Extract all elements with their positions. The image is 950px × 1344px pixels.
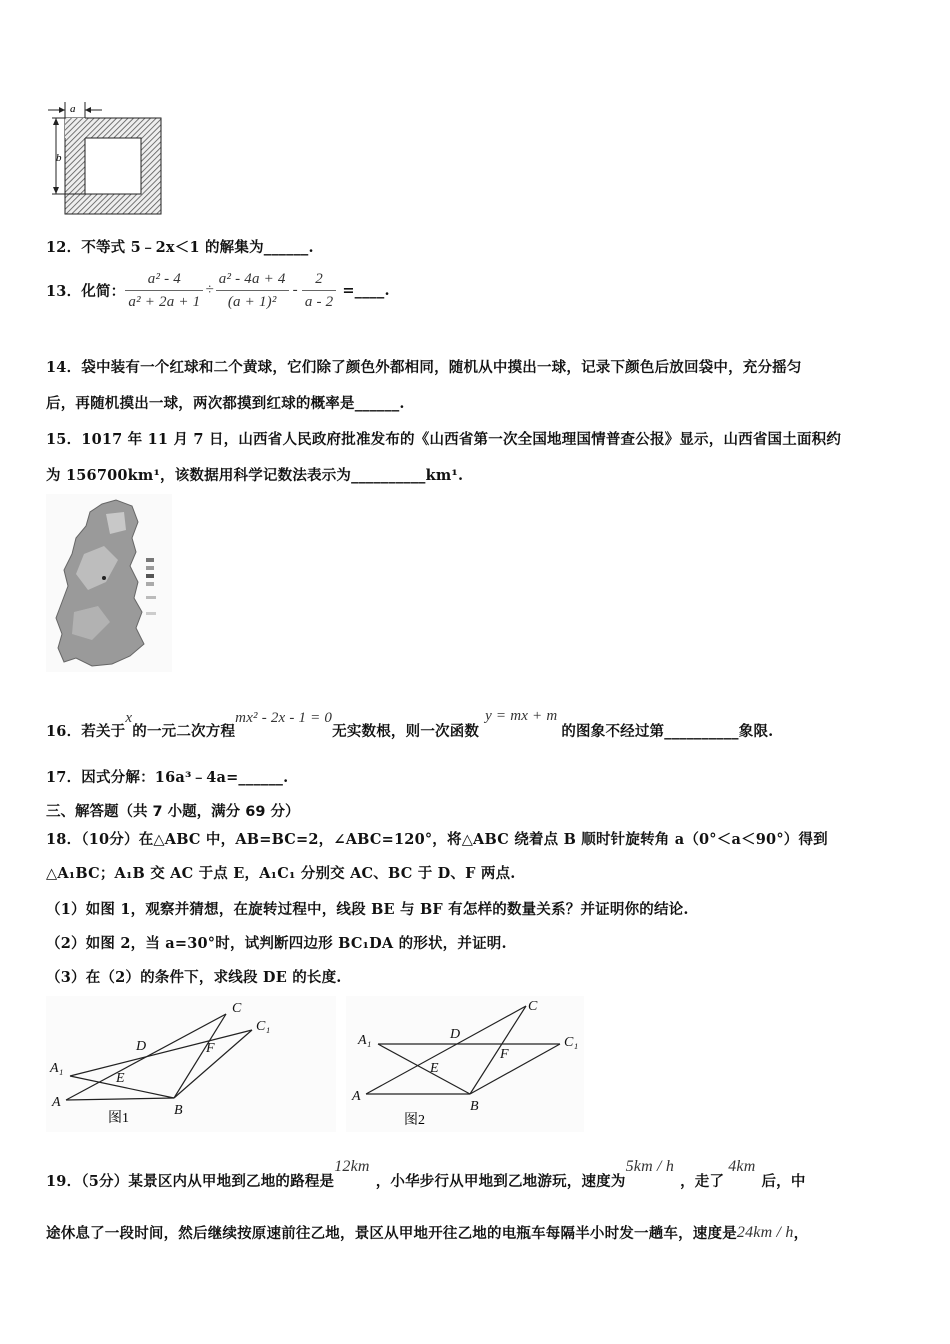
fig2-label-C: C: [528, 999, 538, 1014]
fraction-3: $\frac{2}{a - 2}$: [302, 268, 337, 313]
fig1-label-B: B: [174, 1103, 183, 1118]
question-18-line1: 18．（10分）在△ABC 中，AB=BC=2，∠ABC=120°，将△ABC 绕着点 B 顺时针旋转角 a（0°＜a＜90°）得到: [46, 831, 828, 848]
walked-distance: 4km: [728, 1158, 756, 1175]
fig2-label-A1: A₁: [358, 1033, 372, 1048]
label-a: a: [70, 103, 76, 115]
fig2-label-D: D: [450, 1027, 461, 1042]
fig1-label-A: A: [52, 1095, 61, 1110]
fig1-label-C: C: [232, 1001, 242, 1016]
fig1-label-A1: A₁: [50, 1061, 64, 1076]
section-3-title: 三、解答题（共 7 小题，满分 69 分）: [46, 804, 300, 820]
fig2-caption: 图2: [404, 1113, 425, 1128]
question-15-line1: 15．1017 年 11 月 7 日，山西省人民政府批准发布的《山西省第一次全国地理国情普查公报》显示，山西省国土面积约: [46, 431, 842, 448]
geometry-figure-2: [346, 996, 584, 1132]
distance: 12km: [334, 1158, 370, 1175]
linear-function: y = mx + m: [485, 708, 558, 724]
fig1-label-C1: C₁: [256, 1019, 271, 1034]
q13-prefix: 13．化简：: [46, 283, 126, 300]
square-frame-figure: [40, 98, 170, 220]
fig2-label-C1: C₁: [564, 1035, 579, 1050]
question-18-part3: （3）在（2）的条件下，求线段 DE 的长度.: [46, 969, 342, 986]
question-18-part2: （2）如图 2，当 a=30°时，试判断四边形 BC₁DA 的形状，并证明.: [46, 935, 507, 952]
question-17: 17．因式分解：16a³﹣4a=______.: [46, 769, 289, 786]
fig1-caption: 图1: [108, 1111, 129, 1126]
shanxi-map-image: [46, 494, 172, 672]
fig2-label-F: F: [500, 1047, 509, 1062]
question-13: 13．化简： $\frac{\text{a² - 4}}{\text{a² + 2a + 1}}$ ÷ $\frac{\text{a² - 4a + 4}}{\text{(a + 1)²}}$ - $\frac{2}{a - 2}$ =____.: [46, 268, 390, 313]
question-16: 16．若关于 x 的一元二次方程 mx² - 2x - 1 = 0 无实数根，则一次函数 y = mx + m 的图象不经过第__________象限.: [46, 708, 774, 740]
label-b: b: [56, 152, 62, 164]
walk-speed: 5km / h: [625, 1158, 675, 1175]
fig1-label-F: F: [206, 1041, 215, 1056]
question-18-line2: △A₁BC；A₁B 交 AC 于点 E，A₁C₁ 分别交 AC、BC 于 D、F 两点.: [46, 865, 516, 882]
fig1-label-E: E: [116, 1071, 125, 1086]
geometry-figure-1: [46, 996, 336, 1132]
equation: mx² - 2x - 1 = 0: [235, 710, 333, 726]
bus-speed: 24km / h: [736, 1223, 794, 1241]
question-18-part1: （1）如图 1，观察并猜想，在旋转过程中，线段 BE 与 BF 有怎样的数量关系？并证明你的结论.: [46, 901, 689, 918]
var-x: x: [125, 710, 133, 726]
fig2-label-E: E: [430, 1061, 439, 1076]
question-15-line2: 为 156700km¹，该数据用科学记数法表示为__________km¹.: [46, 467, 464, 484]
fig2-label-B: B: [470, 1099, 479, 1114]
question-14-line2: 后，再随机摸出一球，两次都摸到红球的概率是______.: [46, 395, 405, 412]
fig2-label-A: A: [352, 1089, 361, 1104]
question-14-line1: 14．袋中装有一个红球和二个黄球，它们除了颜色外都相同，随机从中摸出一球，记录下颜色后放回袋中，充分摇匀: [46, 359, 802, 376]
fraction-1: $\frac{\text{a² - 4}}{\text{a² + 2a + 1}}$: [125, 268, 203, 313]
question-19-line2: 途休息了一段时间，然后继续按原速前往乙地，景区从甲地开往乙地的电瓶车每隔半小时发一趟车，速度是 24km / h ，: [46, 1223, 809, 1242]
fig1-label-D: D: [136, 1039, 147, 1054]
question-19-line1: 19．（5分）某景区内从甲地到乙地的路程是 12km ，小华步行从甲地到乙地游玩，速度为 5km / h ，走了 4km 后，中: [46, 1158, 806, 1190]
fraction-2: $\frac{\text{a² - 4a + 4}}{\text{(a + 1)²}}$: [216, 268, 289, 313]
question-12: 12．不等式 5﹣2x＜1 的解集为______.: [46, 239, 314, 256]
